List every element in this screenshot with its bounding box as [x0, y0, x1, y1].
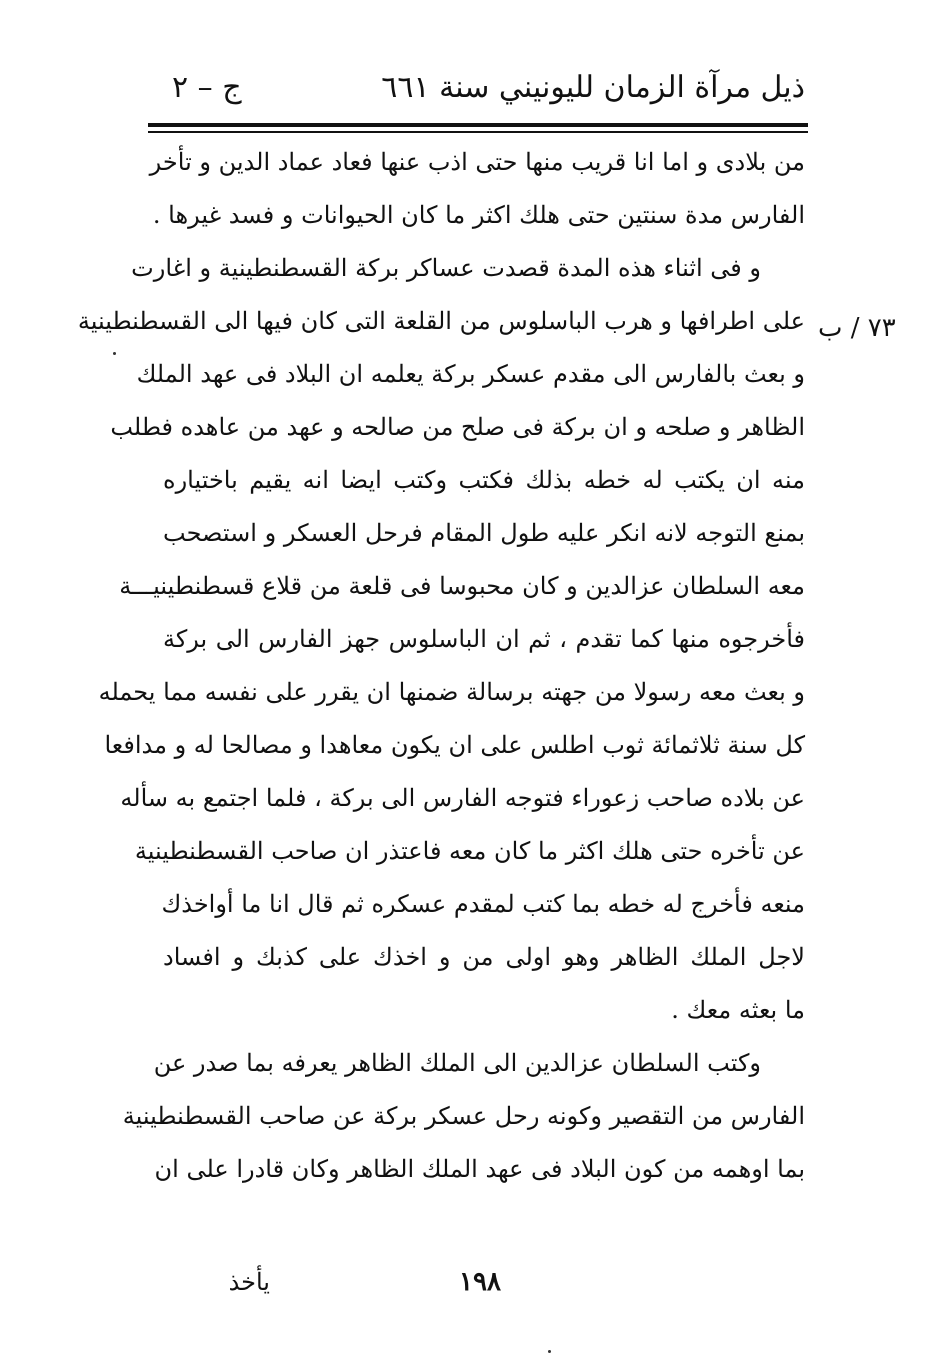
text-line: من بلادى و اما انا قريب منها حتى اذب عنها فعاد عماد الدين و تأخر [149, 148, 805, 176]
text-line: ما بعثه معك . [671, 996, 805, 1024]
header-title: ذيل مرآة الزمان لليونيني سنة ٦٦١ [381, 70, 805, 105]
text-line: و بعث معه رسولا من جهته برسالة ضمنها ان يقرر على نفسه مما يحمله [98, 678, 805, 706]
text-line: الظاهر و صلحه و ان بركة فى صلح من صالحه و عهد من عاهده فطلب [110, 413, 805, 441]
text-line: لاجل الملك الظاهر وهو اولى من و اخذك على كذبك و افساد [163, 943, 805, 971]
text-line: بما اوهمه من كون البلاد فى عهد الملك الظاهر وكان قادرا على ان [154, 1155, 805, 1183]
text-line: عن تأخره حتى هلك اكثر ما كان معه فاعتذر ان صاحب القسطنطينية [134, 837, 805, 865]
text-line: منه ان يكتب له خطه بذلك فكتب وكتب ايضا انه يقيم باختياره [163, 466, 805, 494]
text-line: الفارس من التقصير وكونه رحل عسكر بركة عن صاحب القسطنطينية [122, 1102, 805, 1130]
text-line: فأخرجوه منها كما تقدم ، ثم ان الباسلوس جهز الفارس الى بركة [163, 625, 805, 653]
text-line: منعه فأخرج له خطه بما كتب لمقدم عسكره ثم قال انا ما أواخذك [161, 890, 805, 918]
text-line: الفارس مدة سنتين حتى هلك اكثر ما كان الحيوانات و فسد غيرها . [152, 201, 805, 229]
text-line: بمنع التوجه لانه انكر عليه طول المقام فرحل العسكر و استصحب [163, 519, 805, 547]
text-line: على اطرافها و هرب الباسلوس من القلعة التى كان فيها الى القسطنطينية [77, 307, 805, 335]
text-line: معه السلطان عزالدين و كان محبوسا فى قلعة من قلاع قسطنطينيـــة [119, 572, 805, 600]
stray-mark [548, 1350, 551, 1353]
body-text [77, 136, 805, 1196]
text-line: و بعث بالفارس الى مقدم عسكر بركة يعلمه ان البلاد فى عهد الملك [136, 360, 805, 388]
header-volume: ج – ٢ [172, 70, 242, 105]
page-number: ١٩٨ [459, 1267, 501, 1297]
stray-mark [113, 352, 116, 355]
text-line: وكتب السلطان عزالدين الى الملك الظاهر يعرفه بما صدر عن [153, 1049, 761, 1077]
text-line: عن بلاده صاحب زعوراء فتوجه الفارس الى بركة ، فلما اجتمع به سأله [120, 784, 805, 812]
text-line: كل سنة ثلاثمائة ثوب اطلس على ان يكون معاهدا و مصالحا له و مدافعا [104, 731, 805, 759]
header-rule-thick [148, 123, 808, 127]
header-rule-thin [148, 131, 808, 133]
catchword: يأخذ [228, 1268, 270, 1296]
folio-margin-note: ٧٣ / ب [818, 313, 896, 343]
text-line: و فى اثناء هذه المدة قصدت عساكر بركة القسطنطينية و اغارت [131, 254, 761, 282]
running-header [150, 66, 805, 110]
